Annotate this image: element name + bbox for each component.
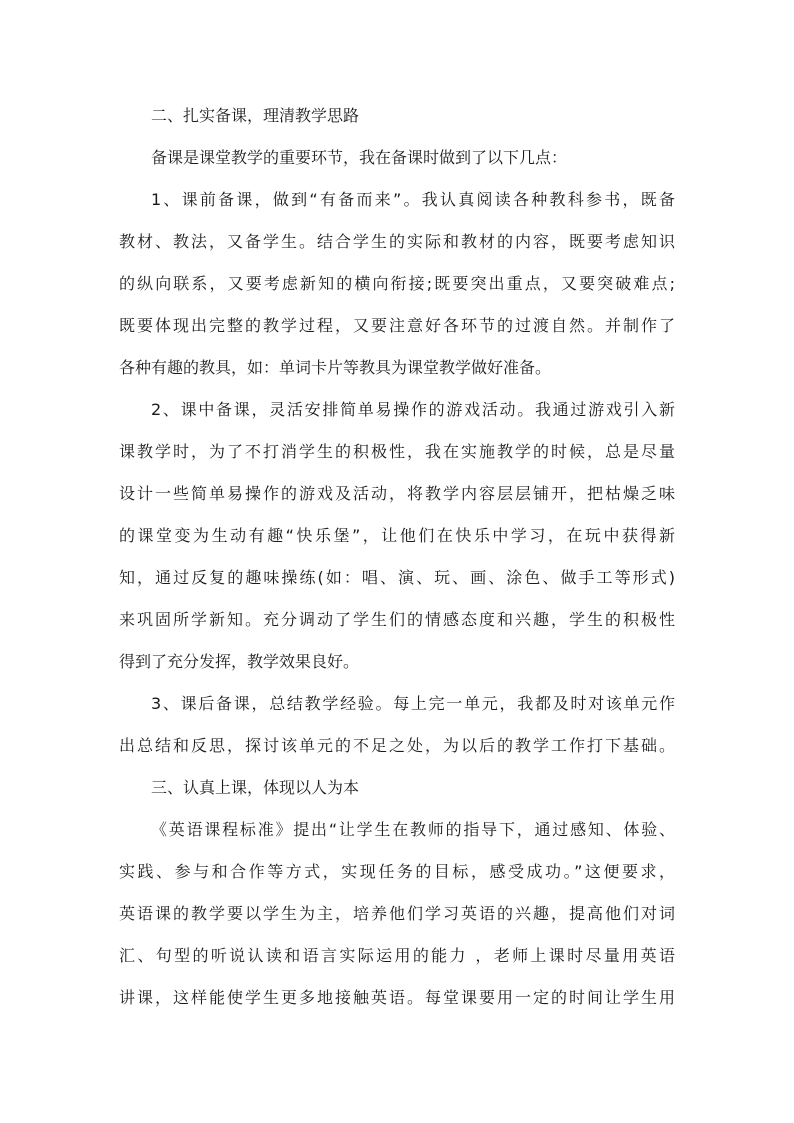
paragraph-line: 《英语课程标准》提出“让学生在教师的指导下，通过感知、体验、 (151, 820, 675, 839)
paragraph-line: 的课堂变为生动有趣“快乐堡”，让他们在快乐中学习，在玩中获得新 (119, 526, 675, 545)
paragraph-line: 来巩固所学新知。充分调动了学生们的情感态度和兴趣，学生的积极性 (119, 610, 675, 629)
paragraph-line: 既要体现出完整的教学过程，又要注意好各环节的过渡自然。并制作了 (119, 316, 675, 335)
paragraph-line: 得到了充分发挥，教学效果良好。 (119, 652, 360, 671)
paragraph-line: 1、课前备课，做到“有备而来”。我认真阅读各种教科参书，既备 (151, 190, 675, 209)
paragraph-line: 实践、参与和合作等方式，实现任务的目标，感受成功。”这便要求， (119, 862, 675, 881)
paragraph-line: 2、课中备课，灵活安排简单易操作的游戏活动。我通过游戏引入新 (151, 400, 675, 419)
paragraph-line: 汇、句型的听说认读和语言实际运用的能力 ，老师上课时尽量用英语 (119, 946, 675, 965)
paragraph-line: 3、课后备课，总结教学经验。每上完一单元，我都及时对该单元作 (151, 694, 675, 713)
section-heading: 三、认真上课，体现以人为本 (151, 778, 360, 797)
paragraph-line: 设计一些简单易操作的游戏及活动，将教学内容层层铺开，把枯燥乏味 (119, 484, 675, 503)
paragraph-line: 各种有趣的教具，如：单词卡片等教具为课堂教学做好准备。 (119, 358, 552, 377)
paragraph-line: 备课是课堂教学的重要环节，我在备课时做到了以下几点： (151, 148, 568, 167)
section-heading: 二、扎实备课，理清教学思路 (151, 106, 360, 125)
paragraph-line: 的纵向联系，又要考虑新知的横向衔接;既要突出重点，又要突破难点; (119, 274, 675, 293)
paragraph-line: 出总结和反思，探讨该单元的不足之处，为以后的教学工作打下基础。 (119, 736, 675, 755)
paragraph-line: 课教学时，为了不打消学生的积极性，我在实施教学的时候，总是尽量 (119, 442, 675, 461)
paragraph-line: 教材、教法，又备学生。结合学生的实际和教材的内容，既要考虑知识 (119, 232, 675, 251)
paragraph-line: 英语课的教学要以学生为主，培养他们学习英语的兴趣，提高他们对词 (119, 904, 675, 923)
paragraph-line: 知，通过反复的趣味操练(如：唱、演、玩、画、涂色、做手工等形式) (119, 568, 675, 587)
paragraph-line: 讲课，这样能使学生更多地接触英语。每堂课要用一定的时间让学生用 (119, 988, 675, 1007)
